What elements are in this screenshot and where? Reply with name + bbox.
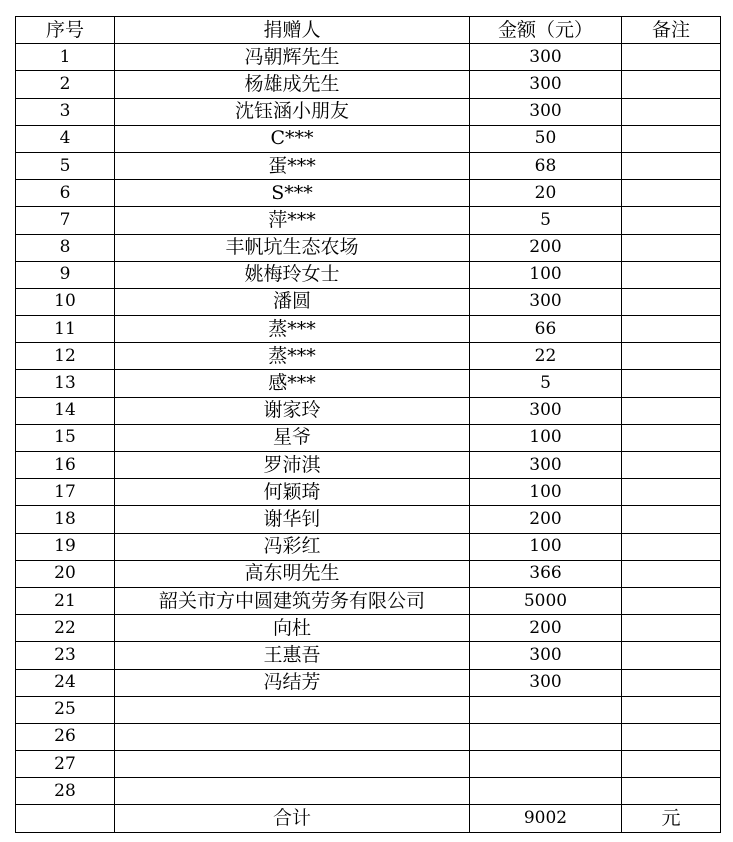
row-donor-name: 星爷 — [115, 424, 470, 451]
row-amount: 300 — [470, 98, 622, 125]
table-row — [16, 397, 721, 424]
row-serial-number: 13 — [16, 370, 115, 397]
row-donor-name: 蒸*** — [115, 343, 470, 370]
table-header-row — [16, 17, 721, 44]
table-row — [16, 506, 721, 533]
row-amount: 300 — [470, 44, 622, 71]
row-donor-name: S*** — [115, 180, 470, 207]
row-serial-number: 17 — [16, 479, 115, 506]
row-donor-name: 姚梅玲女士 — [115, 261, 470, 288]
row-serial-number: 15 — [16, 424, 115, 451]
row-donor-name: C*** — [115, 125, 470, 152]
row-serial-number: 7 — [16, 207, 115, 234]
row-note — [622, 98, 721, 125]
row-amount: 200 — [470, 506, 622, 533]
row-amount: 5000 — [470, 587, 622, 614]
row-note — [622, 288, 721, 315]
total-amount: 9002 — [470, 805, 622, 833]
row-note — [622, 44, 721, 71]
row-serial-number: 26 — [16, 723, 115, 750]
row-donor-name: 谢家玲 — [115, 397, 470, 424]
row-amount: 100 — [470, 424, 622, 451]
row-note — [622, 207, 721, 234]
row-note — [622, 506, 721, 533]
row-amount: 300 — [470, 288, 622, 315]
row-serial-number: 28 — [16, 778, 115, 805]
row-note — [622, 316, 721, 343]
total-unit: 元 — [622, 805, 721, 833]
row-donor-name: 蒸*** — [115, 316, 470, 343]
row-donor-name: 何颖琦 — [115, 479, 470, 506]
table-row — [16, 615, 721, 642]
row-serial-number: 1 — [16, 44, 115, 71]
row-amount: 50 — [470, 125, 622, 152]
row-note — [622, 71, 721, 98]
header-serial-number: 序号 — [16, 17, 115, 44]
row-note — [622, 152, 721, 179]
row-donor-name: 冯朝辉先生 — [115, 44, 470, 71]
row-note — [622, 397, 721, 424]
table-row — [16, 587, 721, 614]
row-note — [622, 778, 721, 805]
table-row — [16, 343, 721, 370]
total-label: 合计 — [115, 805, 470, 833]
row-amount: 200 — [470, 234, 622, 261]
table-row — [16, 751, 721, 778]
row-serial-number: 10 — [16, 288, 115, 315]
row-note — [622, 261, 721, 288]
row-amount: 300 — [470, 71, 622, 98]
row-serial-number: 8 — [16, 234, 115, 261]
table-row — [16, 152, 721, 179]
row-note — [622, 587, 721, 614]
table-row — [16, 234, 721, 261]
row-note — [622, 615, 721, 642]
row-donor-name — [115, 723, 470, 750]
row-donor-name: 高东明先生 — [115, 560, 470, 587]
row-amount: 68 — [470, 152, 622, 179]
row-amount: 300 — [470, 669, 622, 696]
row-amount: 300 — [470, 397, 622, 424]
row-amount — [470, 778, 622, 805]
row-serial-number: 22 — [16, 615, 115, 642]
row-serial-number: 6 — [16, 180, 115, 207]
table-row — [16, 778, 721, 805]
table-row — [16, 71, 721, 98]
header-amount: 金额（元） — [470, 17, 622, 44]
row-amount: 100 — [470, 261, 622, 288]
table-row — [16, 44, 721, 71]
table-row — [16, 669, 721, 696]
row-serial-number: 20 — [16, 560, 115, 587]
row-amount — [470, 751, 622, 778]
row-serial-number: 24 — [16, 669, 115, 696]
row-donor-name — [115, 778, 470, 805]
row-serial-number: 14 — [16, 397, 115, 424]
row-donor-name — [115, 696, 470, 723]
row-donor-name: 冯彩红 — [115, 533, 470, 560]
row-serial-number: 18 — [16, 506, 115, 533]
row-note — [622, 642, 721, 669]
row-amount: 100 — [470, 533, 622, 560]
row-serial-number: 16 — [16, 452, 115, 479]
table-row — [16, 261, 721, 288]
donation-table — [15, 16, 721, 833]
table-row — [16, 288, 721, 315]
row-donor-name: 丰帆坑生态农场 — [115, 234, 470, 261]
total-serial-cell — [16, 805, 115, 833]
row-note — [622, 424, 721, 451]
row-amount: 100 — [470, 479, 622, 506]
row-note — [622, 479, 721, 506]
row-amount — [470, 696, 622, 723]
row-serial-number: 27 — [16, 751, 115, 778]
table-row — [16, 98, 721, 125]
table-row — [16, 370, 721, 397]
row-donor-name: 韶关市方中圆建筑劳务有限公司 — [115, 587, 470, 614]
row-amount: 200 — [470, 615, 622, 642]
row-note — [622, 343, 721, 370]
row-amount: 22 — [470, 343, 622, 370]
row-donor-name: 杨雄成先生 — [115, 71, 470, 98]
header-donor: 捐赠人 — [115, 17, 470, 44]
row-serial-number: 19 — [16, 533, 115, 560]
row-amount: 20 — [470, 180, 622, 207]
row-serial-number: 2 — [16, 71, 115, 98]
row-donor-name: 王惠吾 — [115, 642, 470, 669]
row-note — [622, 533, 721, 560]
row-note — [622, 125, 721, 152]
row-donor-name: 潘圆 — [115, 288, 470, 315]
row-note — [622, 723, 721, 750]
row-amount: 5 — [470, 370, 622, 397]
row-amount: 366 — [470, 560, 622, 587]
row-donor-name: 感*** — [115, 370, 470, 397]
table-body — [16, 44, 721, 805]
row-serial-number: 5 — [16, 152, 115, 179]
row-donor-name — [115, 751, 470, 778]
row-serial-number: 23 — [16, 642, 115, 669]
row-serial-number: 4 — [16, 125, 115, 152]
row-serial-number: 9 — [16, 261, 115, 288]
table-row — [16, 479, 721, 506]
table-row — [16, 180, 721, 207]
row-amount — [470, 723, 622, 750]
row-serial-number: 3 — [16, 98, 115, 125]
row-donor-name: 罗沛淇 — [115, 452, 470, 479]
row-donor-name: 蛋*** — [115, 152, 470, 179]
total-row — [16, 805, 721, 833]
table-row — [16, 125, 721, 152]
row-note — [622, 696, 721, 723]
row-note — [622, 751, 721, 778]
table-row — [16, 642, 721, 669]
table-row — [16, 696, 721, 723]
row-amount: 300 — [470, 452, 622, 479]
row-note — [622, 452, 721, 479]
row-note — [622, 560, 721, 587]
table-row — [16, 316, 721, 343]
row-amount: 66 — [470, 316, 622, 343]
row-serial-number: 11 — [16, 316, 115, 343]
table-row — [16, 207, 721, 234]
row-amount: 300 — [470, 642, 622, 669]
table-row — [16, 533, 721, 560]
header-note: 备注 — [622, 17, 721, 44]
table-row — [16, 424, 721, 451]
row-donor-name: 沈钰涵小朋友 — [115, 98, 470, 125]
row-note — [622, 180, 721, 207]
row-note — [622, 234, 721, 261]
table-row — [16, 452, 721, 479]
row-serial-number: 12 — [16, 343, 115, 370]
table-row — [16, 723, 721, 750]
row-note — [622, 669, 721, 696]
row-amount: 5 — [470, 207, 622, 234]
row-serial-number: 21 — [16, 587, 115, 614]
row-note — [622, 370, 721, 397]
row-donor-name: 向杜 — [115, 615, 470, 642]
row-donor-name: 萍*** — [115, 207, 470, 234]
row-serial-number: 25 — [16, 696, 115, 723]
row-donor-name: 谢华钊 — [115, 506, 470, 533]
table-row — [16, 560, 721, 587]
row-donor-name: 冯结芳 — [115, 669, 470, 696]
